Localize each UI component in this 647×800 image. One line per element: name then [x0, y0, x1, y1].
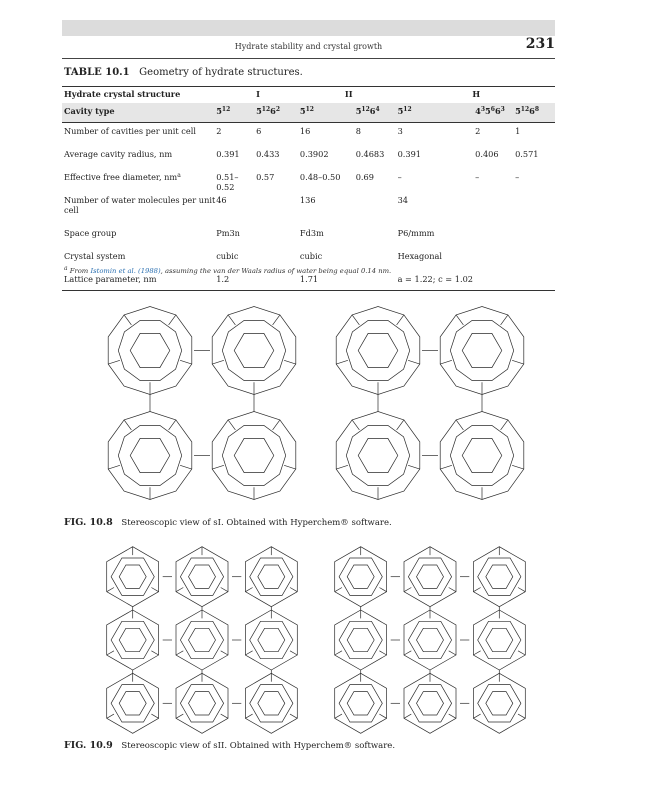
- cage-edge: [107, 588, 114, 592]
- cage-edge: [397, 315, 404, 325]
- value-I: Pm3n: [216, 228, 240, 238]
- table-row: [62, 169, 555, 192]
- cage-edge: [501, 315, 508, 325]
- footnote-mark: a: [64, 265, 68, 272]
- cage-ring: [245, 547, 297, 607]
- cavity-cell: $5^{12}$: [300, 103, 356, 123]
- cage-ring: [417, 565, 444, 588]
- cage-ring: [108, 412, 192, 500]
- cage-edge: [108, 360, 120, 364]
- cage-edge: [180, 360, 192, 364]
- cage-ring: [212, 307, 296, 395]
- cage-edge: [449, 588, 456, 592]
- cage-edge: [440, 465, 452, 469]
- cage-edge: [449, 714, 456, 718]
- table-row: [62, 192, 555, 225]
- cage-edge: [336, 465, 348, 469]
- cage-ring: [346, 425, 409, 485]
- value-II: 136: [299, 195, 316, 205]
- cage-ring: [118, 425, 181, 485]
- value-cell: 0.433: [256, 149, 280, 159]
- cage-ring: [339, 558, 382, 595]
- cage-edge: [335, 651, 342, 655]
- footnote-text: , assuming the van der Waals radius of water being equal 0.14 nm.: [160, 267, 392, 275]
- value-cell: 1: [515, 126, 521, 136]
- value-cell: 0.69: [355, 172, 374, 182]
- value-cell: –: [515, 172, 520, 182]
- lattice-panel: [108, 307, 296, 500]
- row-label: Crystal system: [64, 251, 126, 261]
- cage-edge: [512, 465, 524, 469]
- cage-edge: [336, 360, 348, 364]
- cage-edge: [151, 714, 158, 718]
- cage-ring: [189, 565, 216, 588]
- si-stereo-figure: [98, 298, 534, 508]
- cage-ring: [130, 333, 170, 367]
- cage-edge: [518, 714, 525, 718]
- lattice-panel: [335, 547, 526, 734]
- cage-edge: [335, 714, 342, 718]
- cage-edge: [518, 588, 525, 592]
- cage-edge: [245, 588, 252, 592]
- cage-edge: [284, 465, 296, 469]
- table-group-header: [62, 87, 555, 104]
- cage-ring: [408, 685, 451, 722]
- cage-ring: [417, 692, 444, 715]
- value-cell: 0.571: [515, 149, 539, 159]
- cage-ring: [258, 628, 285, 651]
- footnote-prefix: From: [69, 267, 89, 275]
- cage-edge: [169, 315, 176, 325]
- cage-ring: [234, 333, 274, 367]
- cage-ring: [404, 610, 456, 670]
- cage-edge: [449, 651, 456, 655]
- figure-caption-text: Stereoscopic view of sI. Obtained with Hyperchem® software.: [121, 518, 392, 528]
- cage-edge: [245, 651, 252, 655]
- value-II: cubic: [299, 251, 323, 261]
- cage-ring: [336, 307, 420, 395]
- cage-ring: [107, 610, 159, 670]
- cage-edge: [408, 465, 420, 469]
- cage-edge: [284, 360, 296, 364]
- row-label: Hydrate crystal structure: [62, 87, 216, 104]
- row-label: Average cavity radius, nm: [64, 149, 173, 159]
- cage-edge: [352, 420, 359, 430]
- figure-caption: [64, 517, 392, 528]
- cage-edge: [379, 714, 386, 718]
- cage-ring: [346, 320, 409, 380]
- running-head: Hydrate stability and crystal growth: [234, 42, 383, 51]
- cage-edge: [408, 360, 420, 364]
- value-cell: –: [397, 172, 402, 182]
- value-cell: 0.391: [397, 149, 422, 159]
- cage-ring: [347, 628, 374, 651]
- value-cell: 0.406: [475, 149, 499, 159]
- group-H: H: [398, 87, 555, 104]
- value-H: 34: [397, 195, 408, 205]
- cage-edge: [473, 588, 480, 592]
- page-number: 231: [525, 36, 555, 52]
- cage-edge: [107, 714, 114, 718]
- cavity-cell: $5^{12}$: [216, 103, 256, 123]
- cage-edge: [108, 465, 120, 469]
- cage-ring: [111, 558, 154, 595]
- cage-edge: [124, 420, 131, 430]
- cage-edge: [397, 420, 404, 430]
- cage-ring: [473, 673, 525, 733]
- value-cell: 8: [355, 126, 361, 136]
- cage-ring: [339, 685, 382, 722]
- table-row: [62, 225, 555, 248]
- cage-edge: [290, 714, 297, 718]
- cage-edge: [180, 465, 192, 469]
- cavity-cell: $5^{12}6^8$: [515, 103, 555, 123]
- cage-edge: [456, 420, 463, 430]
- cage-edge: [212, 465, 224, 469]
- cage-ring: [258, 565, 285, 588]
- cage-ring: [250, 558, 293, 595]
- cage-ring: [189, 628, 216, 651]
- cavity-type-row: [62, 103, 555, 123]
- cage-ring: [358, 333, 398, 367]
- hydrate-geometry-table: [62, 86, 555, 291]
- cage-edge: [404, 651, 411, 655]
- value-I: 1.2: [216, 271, 300, 291]
- row-label: Effective free diameter, $nm^a$: [64, 172, 181, 182]
- value-H: a = 1.22; c = 1.02: [398, 271, 555, 291]
- cage-edge: [404, 588, 411, 592]
- cage-ring: [335, 547, 387, 607]
- cavity-cell: $5^{12}6^2$: [256, 103, 300, 123]
- cage-ring: [245, 610, 297, 670]
- row-label: Number of cavities per unit cell: [64, 126, 196, 136]
- cage-edge: [290, 651, 297, 655]
- footnote-reference-link[interactable]: Istomin et al. (1988): [90, 267, 161, 275]
- value-cell: 0.4683: [355, 149, 385, 159]
- figure-caption-text: Stereoscopic view of sII. Obtained with Hyperchem® software.: [121, 741, 396, 751]
- group-II: II: [300, 87, 398, 104]
- cage-ring: [107, 547, 159, 607]
- cage-ring: [358, 438, 398, 472]
- page-header: [62, 38, 555, 59]
- cage-edge: [176, 714, 183, 718]
- cage-edge: [404, 714, 411, 718]
- cage-edge: [352, 315, 359, 325]
- cage-ring: [478, 685, 521, 722]
- value-cell: 0.51–0.52: [216, 172, 239, 192]
- cage-ring: [258, 692, 285, 715]
- figure-label: FIG. 10.8: [64, 517, 113, 528]
- cage-ring: [130, 438, 170, 472]
- value-cell: 0.48–0.50: [299, 172, 341, 182]
- value-cell: 2: [475, 126, 481, 136]
- group-I: I: [216, 87, 300, 104]
- cavity-cell: $5^{12}6^4$: [356, 103, 398, 123]
- table-label: TABLE 10.1: [64, 67, 130, 78]
- cage-edge: [169, 420, 176, 430]
- cage-ring: [473, 547, 525, 607]
- cage-ring: [107, 673, 159, 733]
- table-caption: [64, 67, 303, 78]
- cage-ring: [462, 333, 502, 367]
- cage-edge: [228, 315, 235, 325]
- cage-ring: [408, 621, 451, 658]
- value-I: 46: [216, 195, 227, 205]
- cage-ring: [222, 425, 285, 485]
- table-footnote: [64, 267, 391, 275]
- value-I: cubic: [216, 251, 239, 261]
- cage-ring: [335, 673, 387, 733]
- figure-caption: [64, 740, 395, 751]
- cage-ring: [339, 621, 382, 658]
- value-cell: 3: [397, 126, 403, 136]
- cage-ring: [473, 610, 525, 670]
- cage-ring: [212, 412, 296, 500]
- sii-stereo-figure: [98, 545, 534, 735]
- cage-ring: [335, 610, 387, 670]
- cage-ring: [347, 692, 374, 715]
- top-gray-bar: [62, 20, 555, 36]
- cage-ring: [119, 628, 146, 651]
- cage-ring: [245, 673, 297, 733]
- cage-ring: [180, 685, 223, 722]
- cage-ring: [176, 673, 228, 733]
- row-label: Space group: [64, 228, 117, 238]
- cage-edge: [245, 714, 252, 718]
- cage-edge: [176, 651, 183, 655]
- cage-ring: [404, 547, 456, 607]
- value-II: 1.71: [300, 271, 398, 291]
- cage-ring: [336, 412, 420, 500]
- cage-ring: [417, 628, 444, 651]
- cage-edge: [273, 420, 280, 430]
- cage-edge: [518, 651, 525, 655]
- numeric-rows: [62, 123, 555, 193]
- cage-ring: [176, 610, 228, 670]
- cage-edge: [473, 651, 480, 655]
- cage-ring: [176, 547, 228, 607]
- cage-edge: [212, 360, 224, 364]
- cage-ring: [111, 685, 154, 722]
- cage-ring: [404, 673, 456, 733]
- cavity-cell: $4^35^66^3$: [475, 103, 515, 123]
- lattice-panel: [107, 547, 298, 734]
- cage-ring: [180, 621, 223, 658]
- cage-edge: [151, 651, 158, 655]
- cage-edge: [124, 315, 131, 325]
- cage-ring: [222, 320, 285, 380]
- cage-edge: [473, 714, 480, 718]
- row-label: Number of water molecules per unit cell: [64, 195, 216, 215]
- cage-ring: [478, 558, 521, 595]
- value-cell: –: [475, 172, 480, 182]
- cage-edge: [221, 651, 228, 655]
- cavity-cell: $5^{12}$: [398, 103, 476, 123]
- lattice-panel: [336, 307, 524, 500]
- cage-ring: [250, 621, 293, 658]
- cage-ring: [111, 621, 154, 658]
- value-H: P6/mmm: [397, 228, 435, 238]
- cage-ring: [250, 685, 293, 722]
- cage-edge: [290, 588, 297, 592]
- cage-ring: [119, 565, 146, 588]
- cage-ring: [440, 307, 524, 395]
- cage-ring: [486, 628, 513, 651]
- cage-ring: [234, 438, 274, 472]
- cage-edge: [273, 315, 280, 325]
- value-II: Fd3m: [299, 228, 324, 238]
- table-row: [62, 146, 555, 169]
- cage-ring: [118, 320, 181, 380]
- cage-edge: [221, 588, 228, 592]
- cage-edge: [335, 588, 342, 592]
- cage-ring: [108, 307, 192, 395]
- cage-edge: [440, 360, 452, 364]
- value-cell: 16: [299, 126, 311, 136]
- value-cell: 2: [216, 126, 222, 136]
- table-title: Geometry of hydrate structures.: [139, 67, 303, 78]
- cage-edge: [379, 651, 386, 655]
- cage-ring: [450, 320, 513, 380]
- cage-edge: [379, 588, 386, 592]
- cage-ring: [189, 692, 216, 715]
- table-row: [62, 123, 555, 147]
- row-label: Lattice parameter, nm: [62, 271, 216, 291]
- cage-ring: [450, 425, 513, 485]
- cage-edge: [151, 588, 158, 592]
- cage-ring: [408, 558, 451, 595]
- cage-ring: [478, 621, 521, 658]
- cage-edge: [456, 315, 463, 325]
- value-cell: 0.57: [256, 172, 275, 182]
- cage-edge: [501, 420, 508, 430]
- cage-edge: [228, 420, 235, 430]
- value-cell: 6: [256, 126, 262, 136]
- cage-ring: [119, 692, 146, 715]
- value-cell: 0.3902: [299, 149, 329, 159]
- cage-edge: [107, 651, 114, 655]
- figure-label: FIG. 10.9: [64, 740, 113, 751]
- cage-edge: [512, 360, 524, 364]
- cage-edge: [221, 714, 228, 718]
- cage-ring: [440, 412, 524, 500]
- value-cell: 0.391: [216, 149, 240, 159]
- cage-ring: [347, 565, 374, 588]
- value-H: Hexagonal: [397, 251, 443, 261]
- cage-ring: [180, 558, 223, 595]
- cage-ring: [486, 565, 513, 588]
- cage-ring: [462, 438, 502, 472]
- cage-edge: [176, 588, 183, 592]
- row-label: Cavity type: [62, 103, 216, 123]
- cage-ring: [486, 692, 513, 715]
